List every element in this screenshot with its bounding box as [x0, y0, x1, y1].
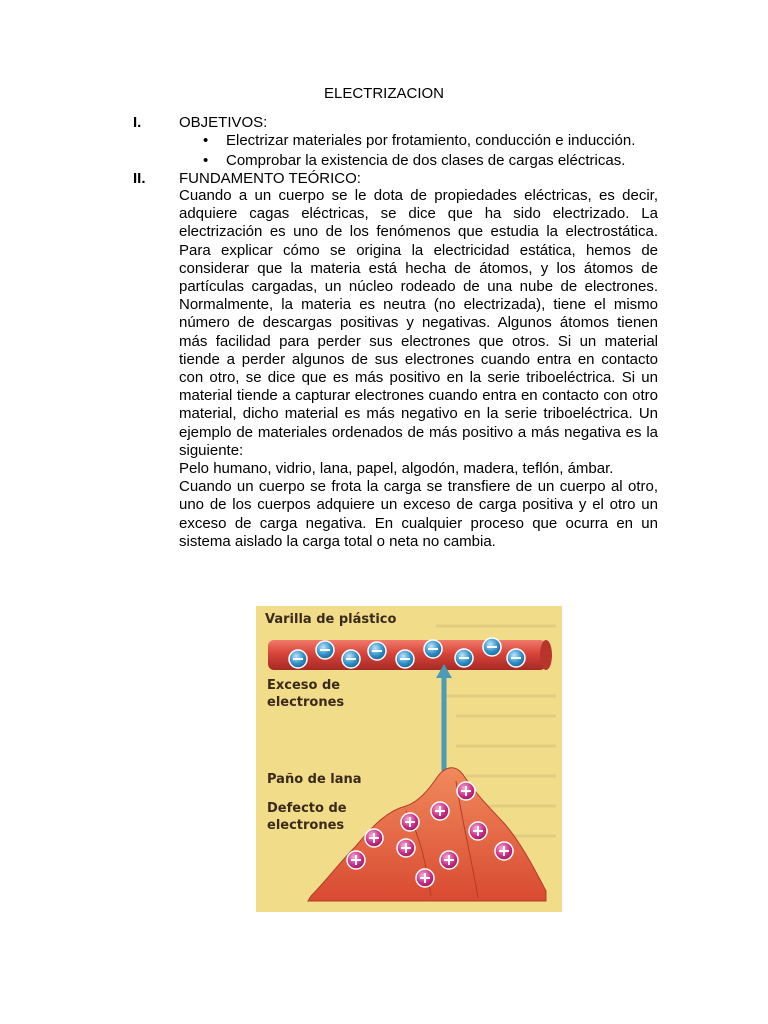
electron	[455, 649, 473, 667]
positive-charge	[469, 822, 487, 840]
label-defect-line2: electrones	[267, 818, 345, 833]
electron	[507, 649, 525, 667]
materials-line: Pelo humano, vidrio, lana, papel, algodón, madera, teflón, ámbar.	[179, 460, 614, 478]
positive-charge	[495, 842, 513, 860]
positive-charge	[416, 869, 434, 887]
electron	[396, 650, 414, 668]
section-heading-fundamento: FUNDAMENTO TEÓRICO:	[179, 170, 361, 187]
electron	[368, 642, 386, 660]
theory-paragraph: Cuando a un cuerpo se le dota de propiedades eléctricas, es decir, adquiere cagas eléctricas, se dice que ha sido electrizado. La electrización es uno de los fenómenos que estudia la electrostática. Para explicar cómo se origina la electricidad estática, hemos de considerar que la materia está hecha de átomos, y los átomos de partículas cargadas, un núcleo rodeado de una nube de electrones. Normalmente, la materia es neutra (no electrizada), tiene el mismo número de descargas positivas y negativas. Algunos átomos tienen más facilidad para perder sus electrones que otros. Si un material tiende a perder algunos de sus electrones cuando entra en contacto con otro, se dice que es más positivo en la serie triboeléctrica. Si un material tiende a capturar electrones cuando entra en contacto con otro material, dicho material es más negativo en la serie triboeléctrica. Un ejemplo de materiales ordenados de más positivo a más negativa es la siguiente:	[179, 187, 658, 459]
label-plastic-rod: Varilla de plástico	[265, 612, 397, 627]
label-defect-line1: Defecto de	[267, 801, 347, 816]
electrification-illustration	[256, 606, 562, 912]
section-number: II.	[133, 170, 146, 187]
theory-paragraph: Cuando un cuerpo se frota la carga se transfiere de un cuerpo al otro, uno de los cuerpos adquiere un exceso de carga positiva y el otro un exceso de carga negativa. En cualquier proceso que ocurra en un sistema aislado la carga total o neta no cambia.	[179, 478, 658, 550]
electrification-figure	[256, 606, 562, 912]
label-wool-cloth: Paño de lana	[267, 772, 362, 787]
bullet-marker: •	[203, 132, 209, 149]
section-number: I.	[133, 114, 142, 131]
rod-end	[540, 640, 552, 670]
positive-charge	[440, 851, 458, 869]
bullet-marker: •	[203, 152, 209, 169]
electron	[342, 650, 360, 668]
label-excess-line2: electrones	[267, 695, 345, 710]
positive-charge	[401, 813, 419, 831]
objective-item: Electrizar materiales por frotamiento, conducción e inducción.	[226, 132, 636, 149]
positive-charge	[347, 851, 365, 869]
positive-charge	[457, 782, 475, 800]
positive-charge	[431, 802, 449, 820]
section-heading-objetivos: OBJETIVOS:	[179, 114, 268, 131]
label-excess-line1: Exceso de	[267, 678, 341, 693]
objective-item: Comprobar la existencia de dos clases de cargas eléctricas.	[226, 152, 626, 169]
theory-text	[179, 187, 658, 551]
electron	[424, 640, 442, 658]
positive-charge	[365, 829, 383, 847]
electron	[289, 650, 307, 668]
page-title: ELECTRIZACION	[323, 85, 444, 102]
electron	[316, 641, 334, 659]
positive-charge	[397, 839, 415, 857]
electron	[483, 638, 501, 656]
